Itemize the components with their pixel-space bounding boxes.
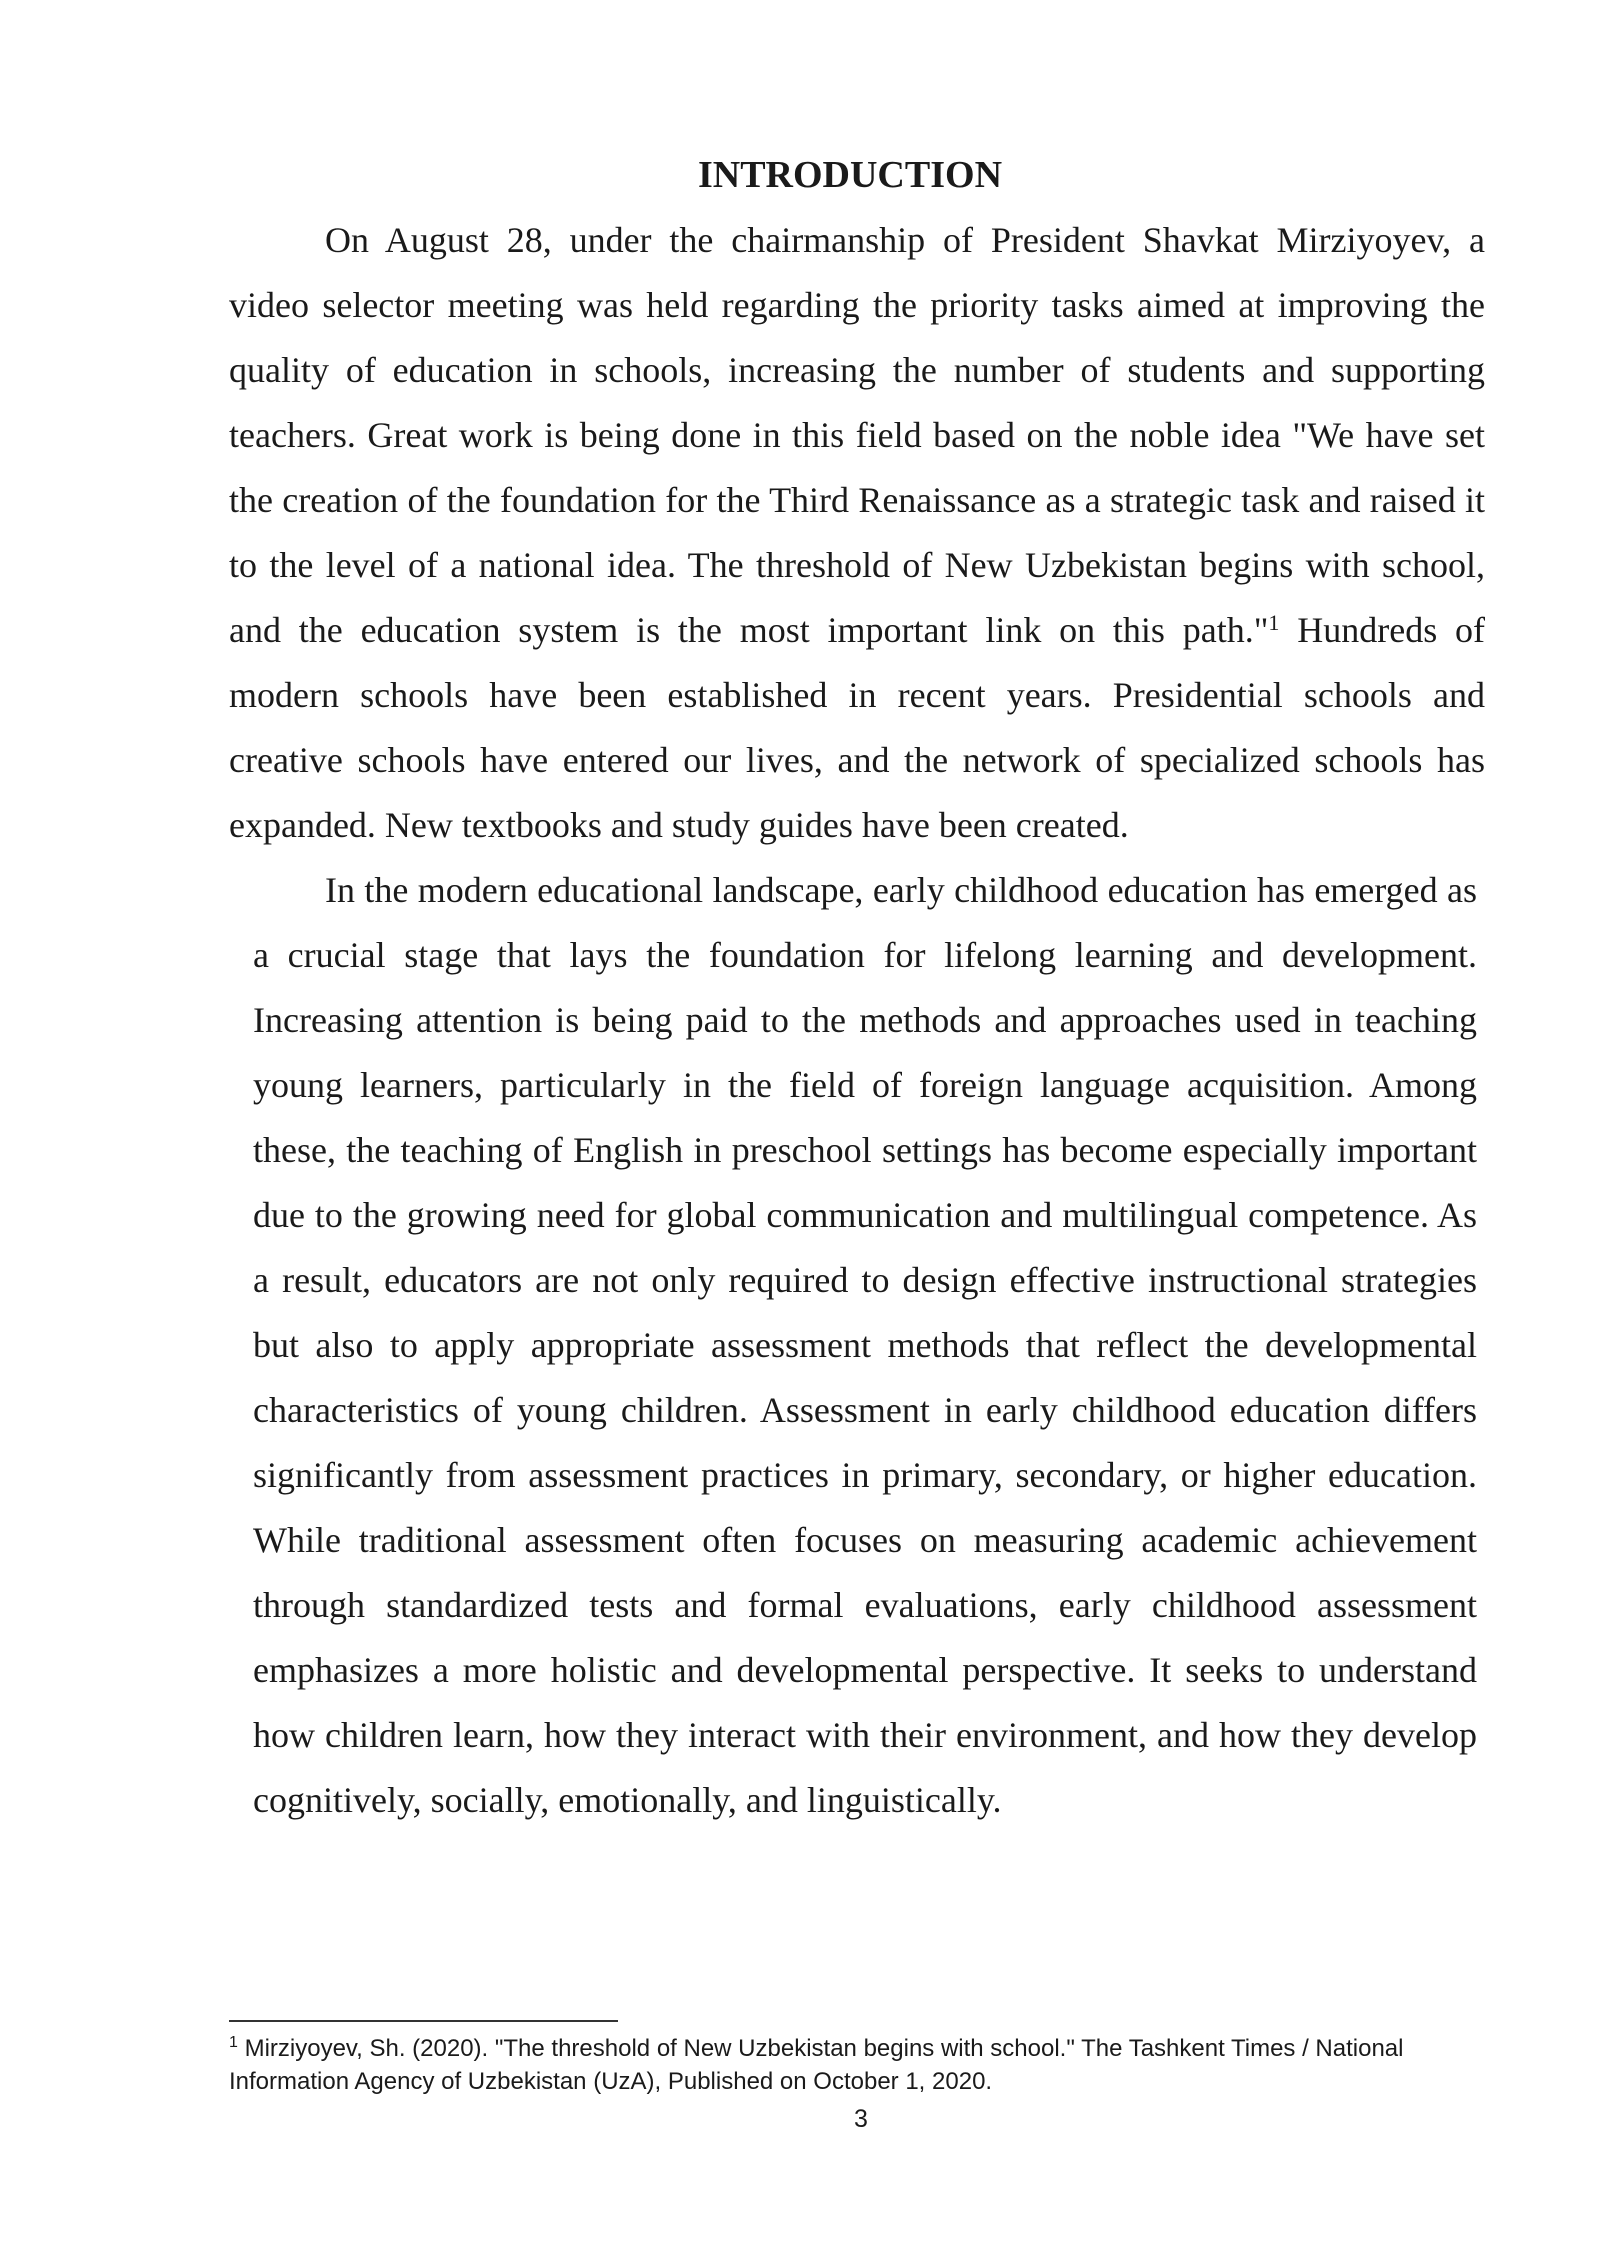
paragraph-1-text: On August 28, under the chairmanship of President Shavkat Mirziyoyev, a video selector meeting was held regarding the priority tasks aimed at improving the quality of education in schools, increasing the number of students and supporting teachers. Great work is being done in this field based on the noble idea "We have set the creation of the foundation for the Third Renaissance as a strategic task and raised it to the level of a national idea. The threshold of New Uzbekistan begins with school, and the education system is the most important link on this path." (229, 220, 1485, 650)
page-number: 3 (854, 2105, 868, 2133)
intro-paragraph-1 (229, 208, 1485, 858)
intro-paragraph-2: In the modern educational landscape, early childhood education has emerged as a crucial stage that lays the foundation for lifelong learning and development. Increasing attention is being paid to the methods and approaches used in teaching young learners, particularly in the field of foreign language acquisition. Among these, the teaching of English in preschool settings has become especially important due to the growing need for global communication and multilingual competence. As a result, educators are not only required to design effective instructional strategies but also to apply appropriate assessment methods that reflect the developmental characteristics of young children. Assessment in early childhood education differs significantly from assessment practices in primary, secondary, or higher education. While traditional assessment often focuses on measuring academic achievement through standardized tests and formal evaluations, early childhood assessment emphasizes a more holistic and developmental perspective. It seeks to understand how children learn, how they interact with their environment, and how they develop cognitively, socially, emotionally, and linguistically. (253, 870, 1477, 1820)
footnote-text: Mirziyoyev, Sh. (2020). "The threshold of New Uzbekistan begins with school." The Tashkent Times / National Information Agency of Uzbekistan (UzA), Published on October 1, 2020. (229, 2035, 1404, 2095)
paragraph-1-text-continued: Hundreds of modern schools have been established in recent years. Presidential schools and creative schools have entered our lives, and the network of specialized schools has expanded. New textbooks and study guides have been created. (229, 610, 1485, 845)
footnote-reference[interactable]: 1 (1268, 610, 1280, 635)
footnote-number: 1 (229, 2034, 238, 2051)
section-heading: INTRODUCTION (697, 154, 1003, 196)
footnote-separator (229, 2020, 618, 2022)
footnote (229, 2032, 1469, 2098)
